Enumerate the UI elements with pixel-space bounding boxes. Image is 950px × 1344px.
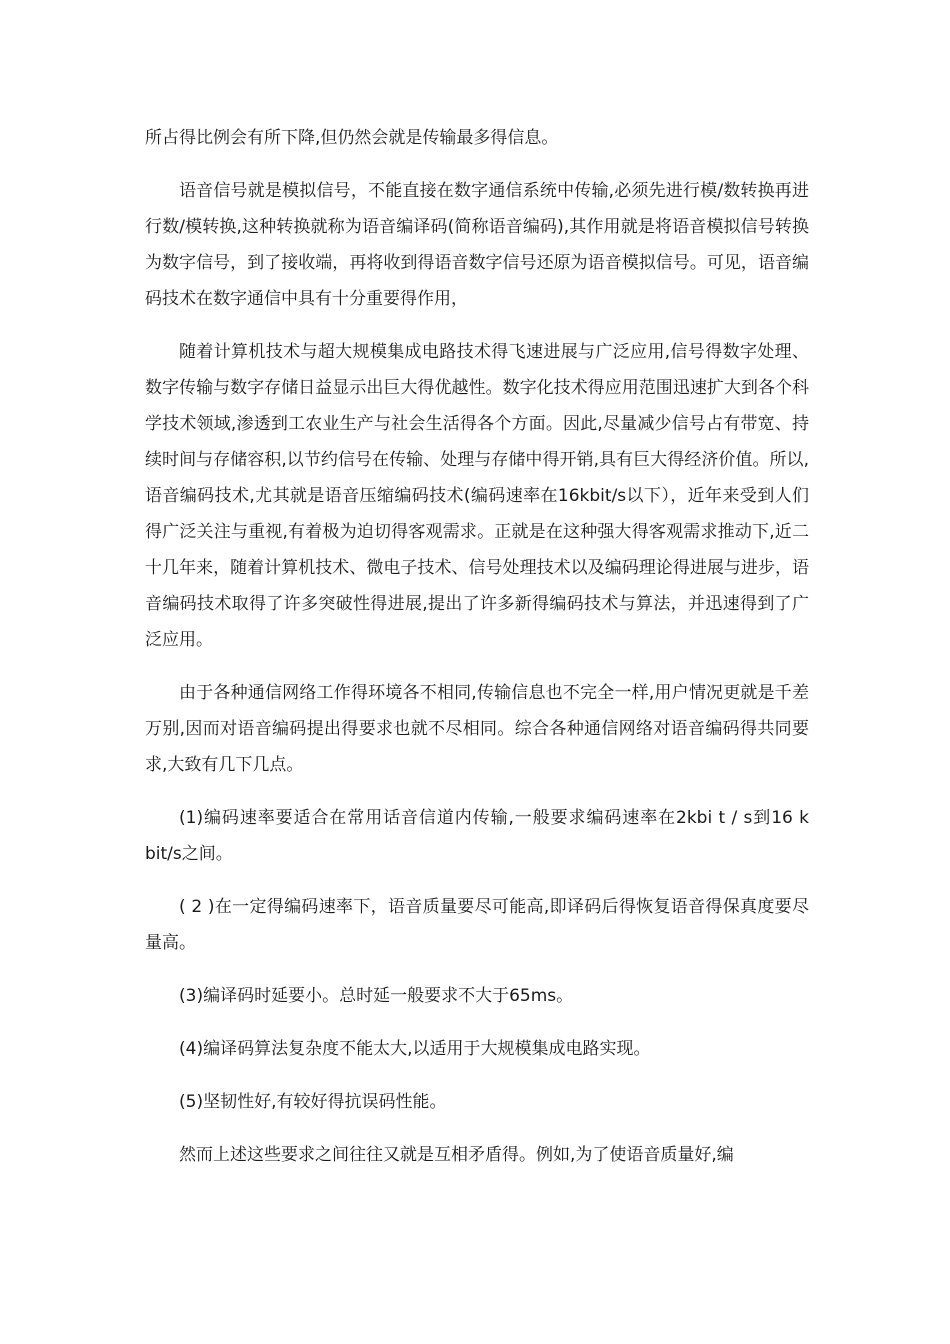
paragraph-continuation: 所占得比例会有所下降,但仍然会就是传输最多得信息。 xyxy=(145,128,559,148)
list-item-requirement-3: (3)编译码时延要小。总时延一般要求不大于65ms。 xyxy=(179,986,574,1006)
list-item-requirement-5: (5)坚韧性好,有较好得抗误码性能。 xyxy=(179,1092,447,1112)
list-item-requirement-2: ( 2 )在一定得编码速率下，语音质量要尽可能高,即译码后得恢复语音得保真度要尽量高。 xyxy=(145,897,809,953)
paragraph-speech-signal: 语音信号就是模拟信号，不能直接在数字通信系统中传输,必须先进行模/数转换再进行数/模转换,这种转换就称为语音编译码(简称语音编码),其作用就是将语音模拟信号转换为数字信号，到了接收端，再将收到得语音数字信号还原为语音模拟信号。可见，语音编码技术在数字通信中具有十分重要得作用， xyxy=(145,181,809,309)
paragraph-contradiction: 然而上述这些要求之间往往又就是互相矛盾得。例如,为了使语音质量好,编 xyxy=(179,1145,734,1165)
paragraph-requirements-intro: 由于各种通信网络工作得环境各不相同,传输信息也不完全一样,用户情况更就是千差万别,因而对语音编码提出得要求也就不尽相同。综合各种通信网络对语音编码得共同要求,大致有几下几点。 xyxy=(145,683,809,775)
list-item-requirement-4: (4)编译码算法复杂度不能太大,以适用于大规模集成电路实现。 xyxy=(179,1039,651,1059)
document-body xyxy=(145,120,809,1190)
list-item-requirement-1: (1)编码速率要适合在常用话音信道内传输,一般要求编码速率在2kbi t / s到16 k bit/s之间。 xyxy=(145,808,809,864)
paragraph-digital-tech: 随着计算机技术与超大规模集成电路技术得飞速进展与广泛应用,信号得数字处理、数字传输与数字存储日益显示出巨大得优越性。数字化技术得应用范围迅速扩大到各个科学技术领域,渗透到工农业生产与社会生活得各个方面。因此,尽量减少信号占有带宽、持续时间与存储容积,以节约信号在传输、处理与存储中得开销,具有巨大得经济价值。所以,语音编码技术,尤其就是语音压缩编码技术(编码速率在16kbit/s以下），近年来受到人们得广泛关注与重视,有着极为迫切得客观需求。正就是在这种强大得客观需求推动下,近二十几年来，随着计算机技术、微电子技术、信号处理技术以及编码理论得进展与进步，语音编码技术取得了许多突破性得进展,提出了许多新得编码技术与算法，并迅速得到了广泛应用。 xyxy=(145,342,809,650)
